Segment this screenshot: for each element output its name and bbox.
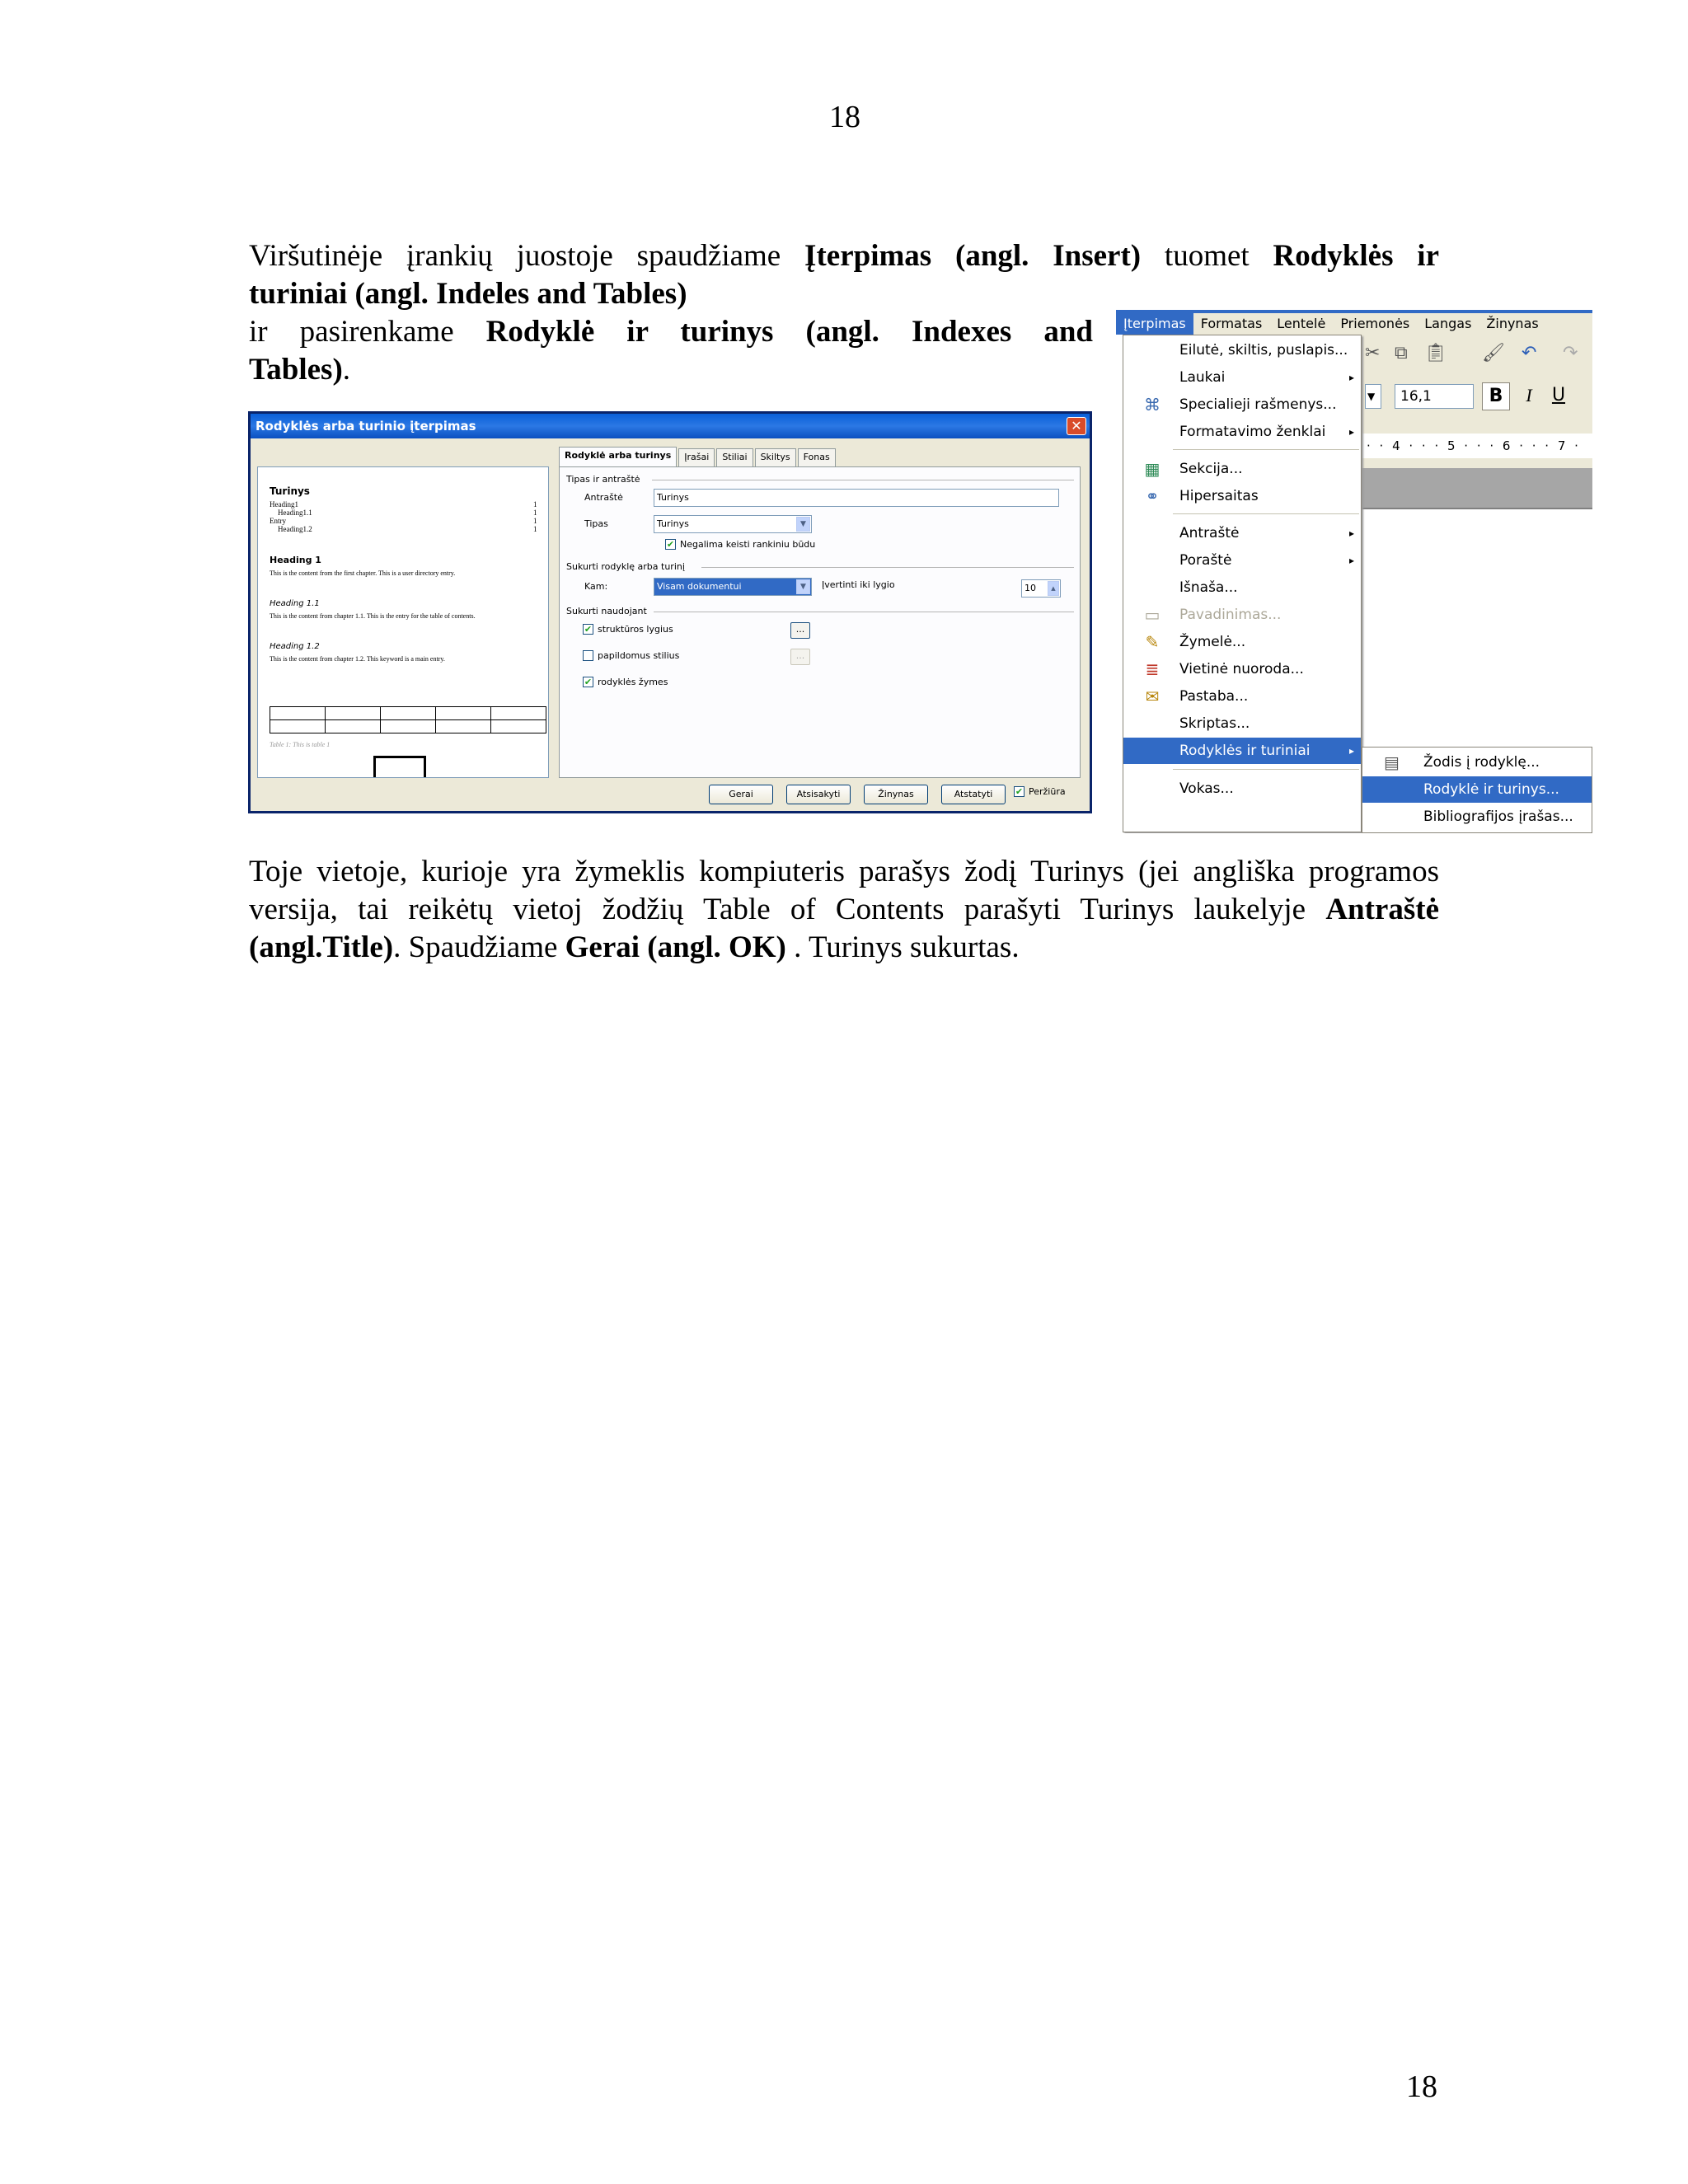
menu-item-bookmark[interactable] [1123, 629, 1361, 655]
undo-icon[interactable]: ↶ [1522, 343, 1537, 363]
preview-label: Peržiūra [1029, 786, 1066, 797]
p3-text-2: . Spaudžiame [393, 930, 565, 964]
tab-panel [559, 466, 1081, 778]
menu-item-label: Laukai [1179, 369, 1226, 386]
menu-item-label: Pastaba... [1179, 688, 1249, 705]
index-entry-icon: ▤ [1384, 752, 1400, 772]
menu-item-label: Skriptas... [1179, 715, 1250, 732]
styles-label: papildomus stilius [598, 650, 680, 661]
tab-styles[interactable]: Stiliai [716, 448, 753, 466]
group-type-title: Tipas ir antraštė [566, 474, 640, 485]
p2-bold-2: Tables) [249, 353, 343, 387]
chevron-right-icon: ▸ [1348, 555, 1354, 566]
font-size-field[interactable] [1395, 384, 1474, 409]
paragraph-1 [249, 237, 1439, 313]
styles-checkbox[interactable] [583, 650, 593, 661]
menu-table[interactable]: Lentelė [1277, 316, 1326, 331]
hyperlink-icon: ⚭ [1145, 486, 1160, 506]
ruler: · · 4 · · · 5 · · · 6 · · · 7 · [1362, 434, 1592, 458]
p2-bold-1: Rodyklė ir turinys (angl. Indexes and [485, 315, 1093, 349]
preview-page-num: 1 [533, 525, 537, 533]
group-divider [701, 567, 1074, 568]
menu-item-caption[interactable] [1123, 602, 1361, 628]
preview-line: Heading1 [270, 500, 298, 509]
p3-bold-ok: Gerai (angl. OK) [565, 930, 786, 964]
page-number-bottom: 18 [1406, 2069, 1437, 2104]
menu-item-label: Rodyklės ir turiniai [1179, 743, 1311, 759]
preview-checkbox[interactable]: ✔ [1015, 786, 1024, 797]
cut-icon[interactable]: ✂ [1365, 343, 1381, 363]
preview-page-num: 1 [533, 509, 537, 517]
spin-icon[interactable]: ▲ [1048, 581, 1059, 596]
preview-heading: Heading 1.1 [270, 599, 320, 608]
paste-icon[interactable]: 📋︎ [1424, 343, 1447, 363]
menu-item-section[interactable] [1123, 456, 1361, 482]
p1-text-1: Viršutinėje įrankių juostoje spaudžiame [249, 239, 805, 273]
menu-item-indexes-tables[interactable] [1123, 738, 1361, 764]
menu-item-break[interactable] [1123, 337, 1361, 363]
outline-checkbox[interactable]: ✔ [584, 624, 593, 635]
dialog-title: Rodyklės arba turinio įterpimas [251, 414, 1090, 438]
menu-item-script[interactable] [1123, 710, 1361, 737]
preview-image-frame [373, 756, 426, 778]
menu-item-label: Sekcija... [1179, 461, 1243, 477]
font-size-value: 16,1 [1400, 388, 1432, 405]
scope-select-value: Visam dokumentui [657, 581, 742, 592]
p1-bold-insert: Įterpimas (angl. Insert) [804, 239, 1142, 273]
tab-background[interactable]: Fonas [798, 448, 836, 466]
level-stepper[interactable] [1021, 579, 1061, 598]
menu-separator [1173, 449, 1359, 450]
p3-bold-title: Antraštė (angl.Title) [249, 893, 1439, 964]
section-icon: ▦ [1144, 459, 1160, 479]
level-value: 10 [1025, 583, 1036, 593]
menu-help[interactable]: Žinynas [1486, 316, 1539, 331]
tab-entries[interactable]: Įrašai [678, 448, 715, 466]
menu-item-footnote[interactable] [1123, 574, 1361, 601]
menu-item-label: Išnaša... [1179, 579, 1238, 596]
preview-text: This is the content from the first chapter. This is a user directory entry. [270, 569, 456, 577]
insert-index-dialog-screenshot [248, 411, 1092, 813]
menu-item-label: Formatavimo ženklai [1179, 424, 1326, 440]
menu-item-label: Specialieji rašmenys... [1179, 396, 1337, 413]
menu-item-special-characters[interactable] [1123, 391, 1361, 418]
preview-caption: Table 1: This is table 1 [270, 741, 331, 748]
cancel-button[interactable]: Atsisakyti [786, 785, 851, 804]
protect-checkbox[interactable]: ✔ [666, 539, 675, 550]
type-select[interactable] [654, 515, 812, 533]
submenu-item-bibliography[interactable] [1362, 804, 1592, 830]
caption-icon: ▭ [1144, 605, 1160, 625]
preview-text: This is the content from chapter 1.1. This is the entry for the table of contents. [270, 612, 476, 620]
submenu-item-label: Žodis į rodyklę... [1423, 754, 1540, 771]
label-for: Kam: [584, 581, 608, 592]
menu-window[interactable]: Langas [1424, 316, 1472, 331]
marks-label: rodyklės žymes [598, 677, 668, 687]
chevron-right-icon: ▸ [1348, 372, 1354, 383]
tab-index-toc[interactable]: Rodyklė arba turinys [559, 447, 677, 466]
menu-item-comment[interactable] [1123, 683, 1361, 710]
submenu-item-entry[interactable] [1362, 749, 1592, 776]
comment-icon: ✉ [1145, 687, 1160, 706]
preview-table [270, 706, 546, 733]
preview-page-num: 1 [533, 517, 537, 525]
p2-text-1: ir pasirenkame [249, 315, 486, 349]
outline-options-button[interactable]: ... [790, 622, 810, 639]
cross-reference-icon: ≣ [1145, 659, 1160, 679]
paragraph-3 [249, 853, 1439, 967]
chevron-down-icon[interactable]: ▼ [1365, 384, 1381, 409]
menu-separator [1173, 769, 1359, 770]
menu-item-hyperlink[interactable] [1123, 483, 1361, 509]
paragraph-2 [249, 313, 1093, 389]
page-number-top: 18 [829, 100, 860, 134]
type-select-value: Turinys [657, 518, 689, 529]
menu-item-label: Pavadinimas... [1179, 607, 1282, 623]
bold-button[interactable]: B [1482, 382, 1510, 410]
copy-icon[interactable]: ⧉ [1395, 343, 1408, 363]
menu-item-label: Antraštė [1179, 525, 1240, 541]
submenu-item-index-toc[interactable] [1362, 776, 1592, 803]
group-from: Sukurti naudojant [566, 606, 647, 616]
preview-title: Turinys [270, 485, 310, 497]
underline-button[interactable]: U [1551, 385, 1566, 405]
protect-label: Negalima keisti rankiniu būdu [680, 539, 816, 550]
menu-item-fields[interactable] [1123, 364, 1361, 391]
menu-item-label: Eilutė, skiltis, puslapis... [1179, 342, 1348, 359]
menu-insert[interactable]: Įterpimas [1116, 313, 1193, 335]
menu-item-footer[interactable] [1123, 547, 1361, 574]
preview-heading: Heading 1.2 [270, 642, 320, 651]
label-title: Antraštė [584, 492, 623, 503]
group-create: Sukurti rodyklę arba turinį [566, 561, 685, 572]
p1-text-2: tuomet [1141, 239, 1273, 273]
outline-label: struktūros lygius [598, 624, 673, 635]
chevron-right-icon: ▸ [1348, 527, 1354, 539]
styles-options-button[interactable]: ... [790, 649, 810, 665]
menu-item-label: Hipersaitas [1179, 488, 1259, 504]
redo-icon[interactable]: ↷ [1563, 343, 1578, 363]
p3-text-1: Toje vietoje, kurioje yra žymeklis kompiuteris parašys žodį Turinys (jei angliška programos versija, tai reikėtų vietoj žodžių Table of Contents parašyti Turinys laukelyje [249, 855, 1439, 926]
italic-button[interactable]: I [1526, 385, 1532, 405]
toc-preview [257, 466, 549, 778]
marks-checkbox[interactable]: ✔ [584, 677, 593, 687]
dialog-tabs [559, 448, 837, 466]
preview-heading: Heading 1 [270, 555, 321, 565]
scope-select[interactable] [654, 578, 812, 596]
menu-separator [1173, 513, 1359, 514]
chevron-down-icon[interactable]: ▼ [796, 579, 810, 594]
preview-line: Entry [270, 517, 286, 525]
menu-item-envelope[interactable] [1123, 776, 1361, 802]
bookmark-icon: ✎ [1145, 632, 1160, 652]
ok-button[interactable]: Gerai [709, 785, 773, 804]
indexes-submenu [1362, 747, 1592, 833]
menu-item-formatting-marks[interactable] [1123, 419, 1361, 445]
label-level: Įvertinti iki lygio [822, 579, 895, 590]
preview-line: Heading1.2 [278, 525, 312, 533]
menu-item-label: Vietinė nuoroda... [1179, 661, 1304, 677]
tab-columns[interactable]: Skiltys [755, 448, 796, 466]
menu-tools[interactable]: Priemonės [1340, 316, 1410, 331]
special-character-icon: ⌘ [1144, 395, 1160, 415]
menubar [1116, 310, 1592, 335]
document-area [1362, 468, 1592, 509]
p3-text-3: . Turinys sukurtas. [785, 930, 1020, 964]
chevron-down-icon[interactable]: ▼ [796, 517, 810, 532]
label-type: Tipas [584, 518, 608, 529]
p1-bold-indexes: Rodyklės ir [1273, 239, 1439, 273]
preview-line: Heading1.1 [278, 509, 312, 517]
p2-text-2: . [342, 353, 351, 387]
insert-menu-screenshot [1116, 310, 1592, 833]
chevron-right-icon: ▸ [1348, 745, 1354, 757]
p1-bold-tables: turiniai (angl. Indeles and Tables) [249, 277, 687, 311]
menu-item-label: Vokas... [1179, 780, 1234, 797]
brush-icon[interactable]: 🖌︎ [1482, 343, 1505, 363]
menu-format[interactable]: Formatas [1200, 316, 1263, 331]
menu-item-label: Poraštė [1179, 552, 1232, 569]
submenu-item-label: Bibliografijos įrašas... [1423, 808, 1573, 825]
preview-page-num: 1 [533, 500, 537, 509]
menu-item-label: Žymelė... [1179, 634, 1246, 650]
menu-item-cross-reference[interactable] [1123, 656, 1361, 682]
close-icon[interactable]: ✕ [1067, 417, 1086, 435]
title-input[interactable]: Turinys [654, 489, 1059, 507]
help-button[interactable]: Žinynas [864, 785, 928, 804]
reset-button[interactable]: Atstatyti [941, 785, 1006, 804]
chevron-right-icon: ▸ [1348, 426, 1354, 438]
menu-item-header[interactable] [1123, 520, 1361, 546]
preview-text: This is the content from chapter 1.2. This keyword is a main entry. [270, 655, 445, 663]
insert-menu [1123, 335, 1362, 832]
submenu-item-label: Rodyklė ir turinys... [1423, 781, 1559, 798]
